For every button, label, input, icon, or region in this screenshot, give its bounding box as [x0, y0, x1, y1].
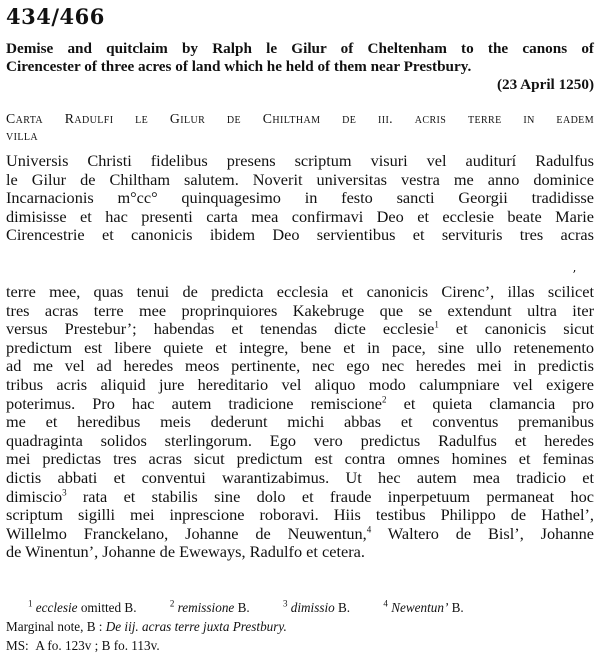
ms-label: MS: — [6, 638, 29, 653]
text-line — [6, 525, 594, 544]
apparatus-notes — [6, 598, 594, 655]
text-segment: versus Prestebur’; habendas et tenendas dicte ecclesie — [6, 319, 435, 339]
text-line — [6, 488, 594, 507]
footnote-marker: 3 — [62, 487, 67, 498]
footnote-text: B. — [234, 600, 250, 615]
text-line: Incarnacionis m°cc° quinquagesimo in festo sancti Georgii tradidisse — [6, 188, 594, 208]
charter-text-paragraph-2 — [6, 283, 594, 562]
footnote-number: 3 — [282, 598, 288, 609]
text-line: dimisisse et hac presenti carta mea confirmavi Deo et ecclesie beate Marie — [6, 206, 594, 226]
text-segment: dimiscio — [6, 486, 63, 506]
text-line: Universis Christi fidelibus presens scriptum visuri vel auditurí Radulfus — [6, 151, 594, 170]
text-segment: poterimus. Pro hac autem tradicione remiscione — [6, 393, 383, 413]
footnote-number: 2 — [169, 598, 175, 609]
text-line — [6, 395, 594, 414]
footnote-number: 1 — [28, 598, 33, 609]
marginal-note — [6, 617, 594, 636]
text-line: terre mee, quas tenui de predicta ecclesia et canonicis Cirenc’, illas scilicet — [6, 282, 594, 301]
marginal-note-label: Marginal note, B : — [6, 619, 103, 634]
footnote-text: B. — [334, 600, 351, 615]
heading-line: villa — [6, 128, 38, 143]
footnote-text: omitted B. — [77, 600, 137, 615]
ms-text: A fo. 123v ; B fo. 113v. — [35, 638, 160, 653]
footnote — [170, 600, 250, 615]
document-summary — [6, 40, 594, 94]
text-line: tres acras terre mee proprinquiores Kakebruge que se extendunt ultra iter — [6, 300, 594, 320]
manuscript-references — [6, 636, 594, 655]
text-line — [6, 320, 594, 339]
footnote-marker: 1 — [434, 319, 439, 330]
text-line: scriptum sigilli mei inprescione roboravi. Hiis testibus Philippo de Hathel’, — [6, 505, 594, 525]
footnote-text: B. — [448, 600, 464, 615]
footnote — [283, 600, 350, 615]
text-line: quadraginta solidos sterlingorum. Ego vero predictus Radulfus et heredes — [6, 430, 594, 450]
text-segment: Waltero de Bisl’, Johanne — [371, 523, 594, 543]
footnote-variant: remissione — [177, 600, 235, 615]
page-break-mark: ʼ — [572, 268, 576, 282]
text-line: le Gilur de Chiltham salutem. Noverit universitas vestra me anno dominice — [6, 169, 594, 189]
text-line: tribus acris aliquid jure hereditario vel aliquo modo calumpniare vel exigere — [6, 374, 594, 394]
text-segment: Willelmo Franckelano, Johanne de Neuwentun, — [6, 523, 367, 543]
text-line: dictis abbati et conventui warantizabimus. Ut hec autem mea tradicio et — [6, 467, 594, 487]
text-segment: et quieta clamancia pro — [386, 393, 595, 413]
summary-line: Cirencester of three acres of land which he held of them near Prestbury. — [6, 58, 472, 75]
charter-heading — [6, 110, 594, 144]
text-line: mei predictas tres acras sicut predictum est contra omnes homines et feminas — [6, 449, 594, 469]
text-segment: rata et stabilis sine dolo et fraude inperpetuum permaneat hoc — [66, 486, 594, 506]
footnotes — [6, 598, 594, 617]
text-line: de Winentun’, Johanne de Eweways, Radulfo et cetera. — [6, 542, 365, 562]
footnote-variant: dimissio — [290, 600, 335, 615]
heading-line: Carta Radulfi le Gilur de Chiltham de iii. acris terre in eadem — [6, 111, 594, 126]
text-line: Cirencestrie et canonicis ibidem Deo servientibus et servituris tres acras — [6, 225, 594, 245]
text-line: ad me vel ad heredes meos pertinente, nec ego nec heredes mei in predictis — [6, 356, 594, 376]
charter-text-paragraph-1 — [6, 152, 594, 245]
footnote-marker: 2 — [382, 394, 387, 405]
text-line: me et heredibus meis dederunt michi abbas et conventus premanibus — [6, 412, 594, 432]
document-number: 434/466 — [6, 4, 105, 29]
footnote — [383, 600, 463, 615]
footnote-number: 4 — [383, 598, 388, 609]
footnote-variant: ecclesie — [35, 600, 78, 615]
text-line: predictum est libere quiete et integre, bene et in pace, sine ullo retenemento — [6, 337, 594, 357]
footnote — [28, 600, 137, 615]
summary-line: Demise and quitclaim by Ralph le Gilur of Cheltenham to the canons of — [6, 40, 594, 57]
marginal-note-text: De iij. acras terre juxta Prestbury. — [105, 619, 287, 634]
footnote-marker: 4 — [366, 524, 372, 535]
document-date: (23 April 1250) — [496, 76, 594, 93]
footnote-variant: Newentun’ — [391, 600, 449, 615]
text-segment: et canonicis sicut — [438, 319, 594, 339]
